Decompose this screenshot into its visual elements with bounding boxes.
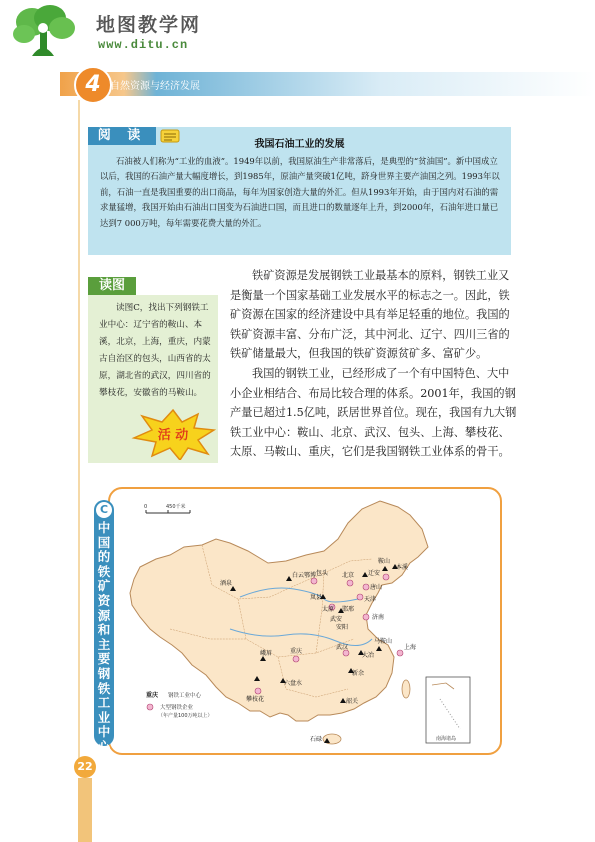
label-taiyuan: 太原 — [322, 606, 335, 613]
label-shanghai: 上海 — [404, 644, 417, 651]
label-maanshan: 马鞍山 — [374, 638, 393, 645]
legend-enterprise-note: （年产量100万吨以上） — [158, 713, 213, 719]
enterprise-jinan — [363, 614, 369, 620]
label-jinan: 济南 — [372, 614, 385, 621]
enterprise-chongqing — [293, 656, 299, 662]
scale-zero-label: 0 — [144, 504, 148, 510]
label-shaoguan: 韶关 — [346, 698, 359, 705]
label-shilu: 石碌 — [310, 736, 323, 743]
label-xinyu: 新余 — [352, 670, 365, 677]
read-map-text: 读图C，找出下列钢铁工业中心：辽宁省的鞍山、本溪，北京，上海，重庆，内蒙古自治区的包头，山西省的太原，湖北省的武汉，四川省的攀枝花，安徽省的马鞍山。 — [99, 303, 211, 398]
label-panzhihua: 攀枝花 — [246, 696, 265, 703]
map-caption: 中国的铁矿资源和主要钢铁工业中心分布 — [97, 520, 111, 784]
margin-line — [78, 100, 80, 760]
page-number: 22 — [74, 756, 96, 778]
china-iron-steel-map — [110, 489, 496, 749]
label-tangshan: 唐山 — [370, 584, 383, 591]
label-beijing: 北京 — [342, 572, 355, 579]
enterprise-shanghai — [397, 650, 403, 656]
taiwan-island — [402, 680, 410, 698]
legend-center-text: 钢铁工业中心 — [168, 693, 202, 699]
reading-text: 石油被人们称为“工业的血液”。1949年以前，我国原油生产非常落后，是典型的“贫油国”。新中国成立以后，我国的石油产量大幅度增长，到1985年，原油产量突破1亿吨，跻身世界主要产油国之列。1993年以前，石油一直是我国重要的出口商品，每年为国家创造大量的外汇。但从1993年开始，由于国内对石油的需求量猛增，我国开始由石油出口国变为石油进口国，而且进口的数量逐年上升，到2000年，石油年进口量已达到7 000万吨，每年需要花费大量的外汇。 — [100, 156, 500, 228]
label-anyang: 安阳 — [336, 624, 349, 631]
map-letter: C — [96, 502, 112, 518]
inset-label: 南海诸岛 — [436, 736, 457, 742]
label-baiyun: 白云鄂博 — [292, 572, 317, 579]
tree-logo-icon — [10, 4, 80, 59]
legend-center-sample: 重庆 — [146, 692, 159, 699]
label-emei: 峨眉 — [260, 650, 273, 657]
label-daye: 大冶 — [362, 652, 375, 659]
china-outline — [130, 501, 428, 721]
label-lanxian: 岚县 — [310, 594, 323, 601]
label-chongqing: 重庆 — [290, 648, 303, 655]
label-anshan: 鞍山 — [378, 558, 391, 565]
body-text — [230, 266, 517, 462]
reading-title: 我国石油工业的发展 — [254, 139, 345, 150]
enterprise-beijing — [347, 580, 353, 586]
reading-tag: 阅 读 — [88, 127, 156, 145]
enterprise-panzhihua — [255, 688, 261, 694]
site-name: 地图教学网 — [96, 14, 202, 36]
label-wuhan: 武汉 — [336, 644, 349, 651]
label-hanxing: 邯邢 — [342, 606, 355, 613]
label-wuan: 武安 — [330, 616, 343, 623]
enterprise-tianjin — [357, 594, 363, 600]
site-url: www.ditu.cn — [98, 38, 189, 52]
label-baotou: 包头 — [316, 570, 329, 577]
body-paragraph-2: 我国的钢铁工业，已经形成了一个有中国特色、大中小企业相结合、布局比较合理的体系。2001年，我国的钢产量已超过1.5亿吨，跃居世界首位。现在，我国有九大钢铁工业中心：鞍山、北京、武汉、包头、上海、攀枝花、太原、马鞍山、重庆，它们是我国钢铁工业体系的骨干。 — [230, 366, 517, 459]
label-liupanshui: 六盘水 — [284, 680, 303, 687]
scale-bar — [144, 503, 190, 513]
activity-burst-icon — [130, 408, 216, 460]
south-sea-inset — [426, 677, 470, 743]
chapter-number: 4 — [74, 66, 112, 104]
chapter-title: 自然资源与经济发展 — [110, 81, 200, 92]
page-strip — [78, 778, 92, 842]
enterprise-anshan — [383, 574, 389, 580]
label-tianjin: 天津 — [364, 596, 377, 603]
label-jiuquan: 酒泉 — [220, 580, 233, 587]
enterprise-tangshan — [363, 584, 369, 590]
scale-km-label: 450千米 — [166, 504, 186, 510]
read-map-tag: 读图 — [88, 277, 136, 295]
body-paragraph-1: 铁矿资源是发展钢铁工业最基本的原料，钢铁工业又是衡量一个国家基础工业发展水平的标志之一。因此，铁矿资源在国家的经济建设中具有举足轻重的地位。我国的铁矿资源丰富、分布广泛，其中河北、辽宁、四川三省的铁矿储量最大，但我国的铁矿资源贫矿多、富矿少。 — [230, 269, 510, 361]
legend-enterprise-text: 大型钢铁企业 — [160, 705, 194, 711]
legend-enterprise-icon — [147, 704, 153, 710]
label-benxi: 本溪 — [396, 564, 409, 571]
map-legend — [146, 691, 213, 719]
label-qianxi: 迁安 — [368, 570, 381, 577]
activity-label: 活 动 — [157, 428, 189, 443]
